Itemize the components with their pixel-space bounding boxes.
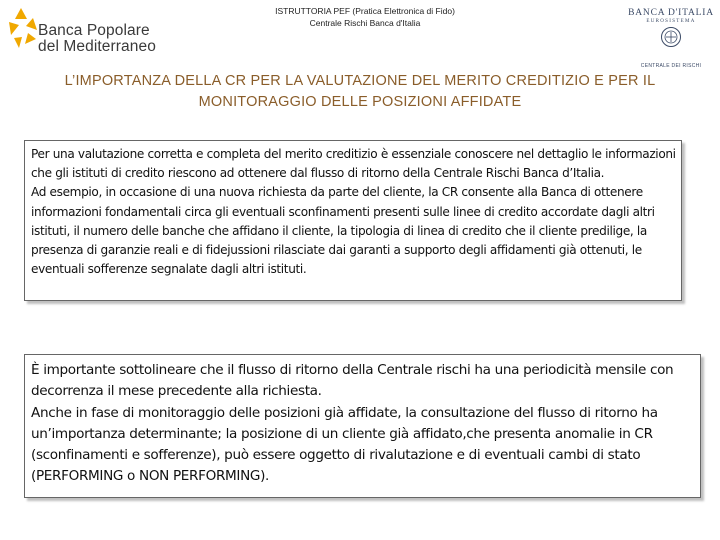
text-box-2-content: [31, 360, 699, 488]
header-line2: Centrale Rischi Banca d'Italia: [309, 18, 421, 28]
banca-italia-seal-icon: [660, 26, 682, 48]
page-title: [40, 71, 680, 113]
box1-paragraph-2: Ad esempio, in occasione di una nuova richiesta da parte del cliente, la CR consente alla Banca di ottenere informazioni fondamentali circa gli eventuali sconfinamenti presenti sulle linee di credito accordate dagli altri istituti, il numero delle banche che affidano il cliente, la tipologia di linea di credito che il cliente predilige, la presenza di garanzie reali e di fidejussioni rilasciate dai garanti a supporto degli affidamenti già ottenuti, le eventuali sofferenze segnalate dagli altri istituti.: [31, 185, 655, 277]
banca-italia-subtitle: EUROSISTEMA: [646, 19, 696, 24]
banca-italia-caption: CENTRALE DEI RISCHI: [640, 63, 702, 69]
document-header: [250, 5, 480, 29]
text-box-merito-creditizio: [24, 140, 682, 301]
title-line1: L’IMPORTANZA DELLA CR PER LA VALUTAZIONE DEL MERITO CREDITIZIO E PER IL: [64, 73, 656, 89]
bpm-logo-line1: Banca Popolare: [38, 22, 150, 39]
text-box-monitoraggio: [24, 354, 701, 498]
bpm-logo-text: [38, 23, 156, 55]
box2-paragraph-2: Anche in fase di monitoraggio delle posizioni già affidate, la consultazione del flusso di ritorno ha un’importanza determinante; la posizione di un cliente già affidato,che presenta anomalie in CR (sconfinamenti e sofferenze), può essere oggetto di rivalutazione e di eventuali cambi di stato (PERFORMING o NON PERFORMING).: [31, 404, 658, 485]
title-line2: MONITORAGGIO DELLE POSIZIONI AFFIDATE: [198, 94, 522, 110]
header-line1: ISTRUTTORIA PEF (Pratica Elettronica di Fido): [275, 6, 455, 16]
bpm-logo-line2: del Mediterraneo: [38, 38, 156, 55]
bpm-logo: [6, 6, 156, 58]
banca-italia-name: BANCA D'ITALIA: [628, 8, 714, 18]
text-box-1-content: [31, 145, 679, 279]
box1-paragraph-1: Per una valutazione corretta e completa del merito creditizio è essenziale conoscere nel dettaglio le informazioni che gli istituti di credito riescono ad ottenere dal flusso di ritorno della Centrale Rischi Banca d’Italia.: [31, 147, 676, 181]
box2-paragraph-1: È importante sottolineare che il flusso di ritorno della Centrale rischi ha una periodicità mensile con decorrenza il mese precedente alla richiesta.: [31, 362, 674, 400]
banca-italia-logo: [625, 8, 717, 72]
bpm-logo-mark-icon: [6, 6, 40, 50]
